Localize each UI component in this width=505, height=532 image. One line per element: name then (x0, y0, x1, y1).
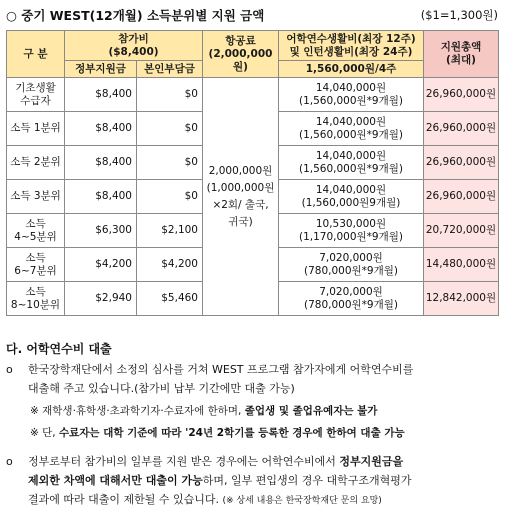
self-pay-cell: $0 (137, 112, 203, 146)
row-label-line: 수급자 (20, 94, 51, 107)
row-label-line: 6~7분위 (14, 264, 57, 277)
fee-label: 참가비 (118, 32, 149, 45)
row-label-line: 소득 (25, 285, 46, 298)
p2-line3-a: 결과에 따라 대출이 제한될 수 있습니다. (28, 493, 219, 506)
total-cell: 14,480,000원 (424, 248, 499, 282)
living-cell (279, 180, 424, 214)
self-pay-cell: $4,200 (137, 248, 203, 282)
p2-line2-b: 하며, 일부 편입생의 경우 대학구조개혁평가 (202, 474, 412, 487)
title-row (6, 6, 500, 26)
living-cell (279, 146, 424, 180)
col-living-rate-header: 1,560,000원/4주 (279, 61, 424, 78)
col-living-header (279, 31, 424, 61)
row-label (7, 214, 65, 248)
living-calc: (780,000원*9개월) (304, 298, 398, 311)
note1-bold: 졸업생 및 졸업유예자는 불가 (244, 405, 378, 417)
p2-line2-a: 제외한 차액에 대해서만 대출이 가능 (28, 474, 203, 487)
gov-support-cell: $6,300 (65, 214, 137, 248)
total-cell: 26,960,000원 (424, 112, 499, 146)
living-amount: 7,020,000원 (319, 251, 383, 264)
p1-line1: 한국장학재단에서 소정의 심사를 거쳐 WEST 프로그램 참가자에게 어학연수비를 (28, 363, 414, 376)
living-amount: 14,040,000원 (315, 115, 387, 128)
gov-support-cell: $8,400 (65, 180, 137, 214)
total-cell: 26,960,000원 (424, 146, 499, 180)
p2-line1-b: 정부지원금을 (339, 455, 404, 468)
self-pay-cell: $0 (137, 146, 203, 180)
living-calc: (1,560,000원*9개월) (299, 162, 403, 175)
self-pay-cell: $5,460 (137, 282, 203, 316)
self-pay-cell: $0 (137, 180, 203, 214)
living-amount: 14,040,000원 (315, 183, 387, 196)
loan-note-2 (30, 424, 405, 443)
gov-support-cell: $2,940 (65, 282, 137, 316)
living-amount: 7,020,000원 (319, 285, 383, 298)
living-line1: 어학연수생활비(최장 12주) (286, 32, 416, 45)
living-amount: 14,040,000원 (315, 81, 387, 94)
fee-amount: ($8,400) (108, 45, 159, 58)
airfare-cell (203, 78, 279, 316)
total-cell: 26,960,000원 (424, 180, 499, 214)
col-self-pay-header: 본인부담금 (137, 61, 203, 78)
p1-line2: 대출해 주고 있습니다.(참가비 납부 기간에만 대출 가능) (28, 382, 295, 395)
gov-support-cell: $8,400 (65, 78, 137, 112)
living-cell (279, 214, 424, 248)
row-label: 소득 2분위 (7, 146, 65, 180)
row-label: 소득 3분위 (7, 180, 65, 214)
living-line2: 및 인턴생활비(최장 24주) (289, 45, 413, 58)
self-pay-cell: $0 (137, 78, 203, 112)
total-cell: 20,720,000원 (424, 214, 499, 248)
living-calc: (1,560,000원9개월) (301, 196, 401, 209)
living-amount: 14,040,000원 (315, 149, 387, 162)
gov-support-cell: $8,400 (65, 112, 137, 146)
p2-line1-a: 정부로부터 참가비의 일부를 지원 받은 경우에는 어학연수비에서 (28, 455, 336, 468)
living-calc: (1,560,000원*9개월) (299, 94, 403, 107)
row-label-line: 4~5분위 (14, 230, 57, 243)
col-total-header (424, 31, 499, 78)
living-calc: (1,170,000원*9개월) (299, 230, 403, 243)
living-cell (279, 78, 424, 112)
gov-support-cell: $8,400 (65, 146, 137, 180)
exchange-rate: ($1=1,300원) (420, 8, 498, 22)
living-cell (279, 112, 424, 146)
col-gov-support-header: 정부지원금 (65, 61, 137, 78)
loan-paragraph-2 (6, 452, 411, 511)
col-fee-header (65, 31, 203, 61)
self-pay-cell: $2,100 (137, 214, 203, 248)
loan-section-heading: 다. 어학연수비 대출 (6, 342, 112, 356)
row-label-line: 소득 (25, 217, 46, 230)
note1-prefix: ※ 재학생·휴학생·초과학기자·수료자에 한하며, (30, 405, 242, 417)
airfare-line: 귀국) (228, 215, 253, 228)
gov-support-cell: $4,200 (65, 248, 137, 282)
total-cell: 12,842,000원 (424, 282, 499, 316)
loan-paragraph-1 (6, 360, 413, 398)
living-cell (279, 282, 424, 316)
col-airfare-header (203, 31, 279, 78)
airfare-amount: (2,000,000원) (208, 47, 273, 73)
support-amount-table (6, 30, 499, 316)
total-label: 지원총액 (440, 41, 482, 53)
airfare-label: 항공료 (225, 34, 256, 47)
row-label (7, 248, 65, 282)
table-row (7, 78, 499, 112)
loan-note-1 (30, 402, 377, 421)
bullet-marker: o (6, 363, 13, 376)
airfare-line: (1,000,000원 (206, 181, 275, 194)
total-cell: 26,960,000원 (424, 78, 499, 112)
row-label: 소득 1분위 (7, 112, 65, 146)
row-label-line: 기초생활 (15, 81, 56, 94)
bullet-marker: o (6, 455, 13, 468)
note2-prefix: ※ 단, (30, 427, 56, 439)
airfare-line: 2,000,000원 (208, 164, 273, 177)
airfare-line: ×2회/ 출국, (212, 198, 269, 211)
note2-bold: 수료자는 대학 기준에 따라 '24년 2학기를 등록한 경우에 한하여 대출 가능 (58, 427, 405, 439)
p2-line3-b: (※ 상세 내용은 한국장학재단 문의 요망) (222, 496, 382, 506)
living-cell (279, 248, 424, 282)
living-calc: (780,000원*9개월) (304, 264, 398, 277)
row-label-line: 8~10분위 (10, 298, 61, 311)
section-title: ○ 중기 WEST(12개월) 소득분위별 지원 금액 (6, 8, 265, 23)
row-label (7, 282, 65, 316)
living-amount: 10,530,000원 (315, 217, 387, 230)
col-division-header: 구 분 (7, 31, 65, 78)
total-sub: (최대) (446, 54, 476, 66)
living-calc: (1,560,000원*9개월) (299, 128, 403, 141)
row-label-line: 소득 (25, 251, 46, 264)
row-label (7, 78, 65, 112)
